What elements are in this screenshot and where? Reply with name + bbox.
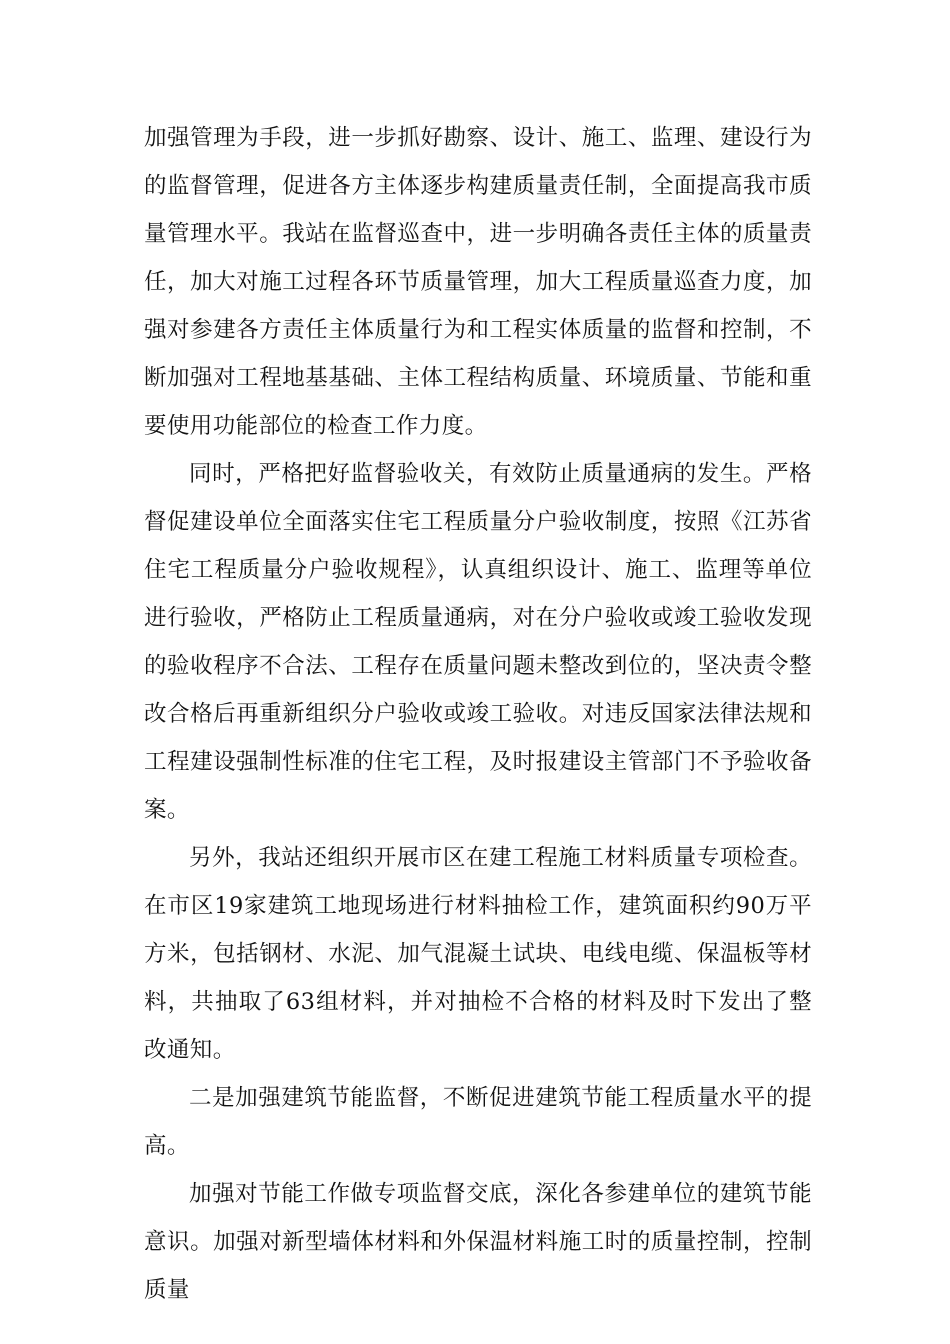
paragraph-3: 另外，我站还组织开展市区在建工程施工材料质量专项检查。在市区19家建筑工地现场进行材料抽检工作，建筑面积约90万平方米，包括钢材、水泥、加气混凝土试块、电线电缆、保温板等材料，共抽取了63组材料，并对抽检不合格的材料及时下发出了整改通知。 bbox=[144, 845, 812, 1063]
paragraph-1: 加强管理为手段，进一步抓好勘察、设计、施工、监理、建设行为的监督管理，促进各方主体逐步构建质量责任制，全面提高我市质量管理水平。我站在监督巡查中，进一步明确各责任主体的质量责任，加大对施工过程各环节质量管理，加大工程质量巡查力度，加强对参建各方责任主体质量行为和工程实体质量的监督和控制，不断加强对工程地基基础、主体工程结构质量、环境质量、节能和重要使用功能部位的检查工作力度。 bbox=[144, 125, 812, 439]
document-body bbox=[144, 114, 812, 1314]
paragraph-2: 同时，严格把好监督验收关，有效防止质量通病的发生。严格督促建设单位全面落实住宅工程质量分户验收制度，按照《江苏省住宅工程质量分户验收规程》，认真组织设计、施工、监理等单位进行验收，严格防止工程质量通病，对在分户验收或竣工验收发现的验收程序不合法、工程存在质量问题未整改到位的，坚决责令整改合格后再重新组织分户验收或竣工验收。对违反国家法律法规和工程建设强制性标准的住宅工程，及时报建设主管部门不予验收备案。 bbox=[144, 461, 812, 823]
paragraph-4: 二是加强建筑节能监督，不断促进建筑节能工程质量水平的提高。 bbox=[144, 1085, 812, 1159]
paragraph-5: 加强对节能工作做专项监督交底，深化各参建单位的建筑节能意识。加强对新型墙体材料和外保温材料施工时的质量控制，控制质量 bbox=[144, 1181, 812, 1303]
